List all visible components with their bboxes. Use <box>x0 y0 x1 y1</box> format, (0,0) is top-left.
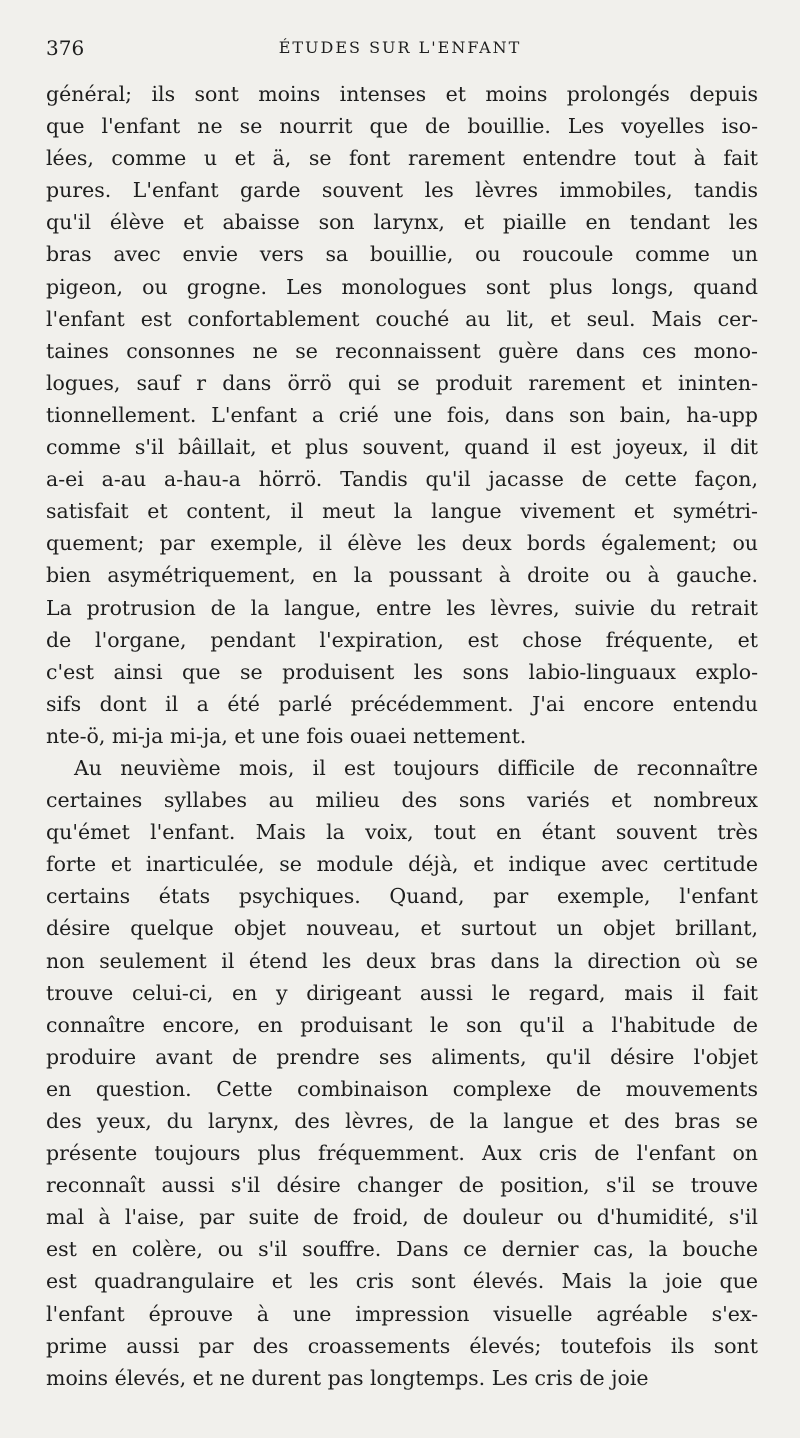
text-line: a-ei a-au a-hau-a hörrö. Tandis qu'il jacasse de cette façon, <box>46 467 758 492</box>
text-line: désire quelque objet nouveau, et surtout un objet brillant, <box>46 916 758 941</box>
text-line: prime aussi par des croassements élevés; toutefois ils sont <box>46 1333 758 1358</box>
text-line: pigeon, ou grogne. Les monologues sont plus longs, quand <box>46 274 758 299</box>
page-header <box>46 36 754 66</box>
text-line: trouve celui-ci, en y dirigeant aussi le regard, mais il fait <box>46 980 758 1005</box>
text-line: certaines syllabes au milieu des sons variés et nombreux <box>46 788 758 813</box>
text-line: forte et inarticulée, se module déjà, et indique avec certitude <box>46 852 758 877</box>
text-line: tionnellement. L'enfant a crié une fois, dans son bain, ha-upp <box>46 402 758 427</box>
text-line: présente toujours plus fréquemment. Aux cris de l'enfant on <box>46 1141 758 1166</box>
text-line: bras avec envie vers sa bouillie, ou roucoule comme un <box>46 242 758 267</box>
text-line: La protrusion de la langue, entre les lèvres, suivie du retrait <box>46 595 758 620</box>
text-line: l'enfant éprouve à une impression visuelle agréable s'ex- <box>46 1301 758 1326</box>
text-line: produire avant de prendre ses aliments, qu'il désire l'objet <box>46 1044 758 1069</box>
running-title: ÉTUDES SUR L'ENFANT <box>278 38 522 57</box>
text-line: connaître encore, en produisant le son qu'il a l'habitude de <box>46 1012 758 1037</box>
text-line: bien asymétriquement, en la poussant à droite ou à gauche. <box>46 563 758 588</box>
text-line: est quadrangulaire et les cris sont élevés. Mais la joie que <box>46 1269 758 1294</box>
paragraph-last-line: nte-ö, mi-ja mi-ja, et une fois ouaei nettement. <box>46 723 527 748</box>
text-line: comme s'il bâillait, et plus souvent, quand il est joyeux, il dit <box>46 435 758 460</box>
text-line: certains états psychiques. Quand, par exemple, l'enfant <box>46 884 758 909</box>
text-line: taines consonnes ne se reconnaissent guère dans ces mono- <box>46 338 758 363</box>
text-line: logues, sauf r dans örrö qui se produit rarement et ininten- <box>46 370 758 395</box>
text-line: quement; par exemple, il élève les deux bords également; ou <box>46 531 758 556</box>
text-line: l'enfant est confortablement couché au lit, et seul. Mais cer- <box>46 306 758 331</box>
text-line: qu'il élève et abaisse son larynx, et piaille en tendant les <box>46 210 758 235</box>
text-line: est en colère, ou s'il souffre. Dans ce dernier cas, la bouche <box>46 1237 758 1262</box>
text-line: satisfait et content, il meut la langue vivement et symétri- <box>46 499 758 524</box>
text-line: reconnaît aussi s'il désire changer de position, s'il se trouve <box>46 1173 758 1198</box>
text-line: que l'enfant ne se nourrit que de bouillie. Les voyelles iso- <box>46 114 758 139</box>
text-line: de l'organe, pendant l'expiration, est chose fréquente, et <box>46 627 758 652</box>
text-line: c'est ainsi que se produisent les sons labio-linguaux explo- <box>46 659 758 684</box>
text-line: en question. Cette combinaison complexe de mouvements <box>46 1076 758 1101</box>
paragraph-first-line: Au neuvième mois, il est toujours difficile de reconnaître <box>74 755 758 780</box>
text-line: non seulement il étend les deux bras dans la direction où se <box>46 948 758 973</box>
text-line: lées, comme u et ä, se font rarement entendre tout à fait <box>46 146 758 171</box>
text-line: mal à l'aise, par suite de froid, de douleur ou d'humidité, s'il <box>46 1205 758 1230</box>
text-line: pures. L'enfant garde souvent les lèvres immobiles, tandis <box>46 178 758 203</box>
page-number: 376 <box>46 36 85 60</box>
body-text <box>46 78 758 1394</box>
text-line: sifs dont il a été parlé précédemment. J'ai encore entendu <box>46 691 758 716</box>
text-line: des yeux, du larynx, des lèvres, de la langue et des bras se <box>46 1109 758 1133</box>
text-line: moins élevés, et ne durent pas longtemps. Les cris de joie <box>46 1365 649 1390</box>
text-line: qu'émet l'enfant. Mais la voix, tout en étant souvent très <box>46 820 758 845</box>
text-line: général; ils sont moins intenses et moins prolongés depuis <box>46 82 758 106</box>
